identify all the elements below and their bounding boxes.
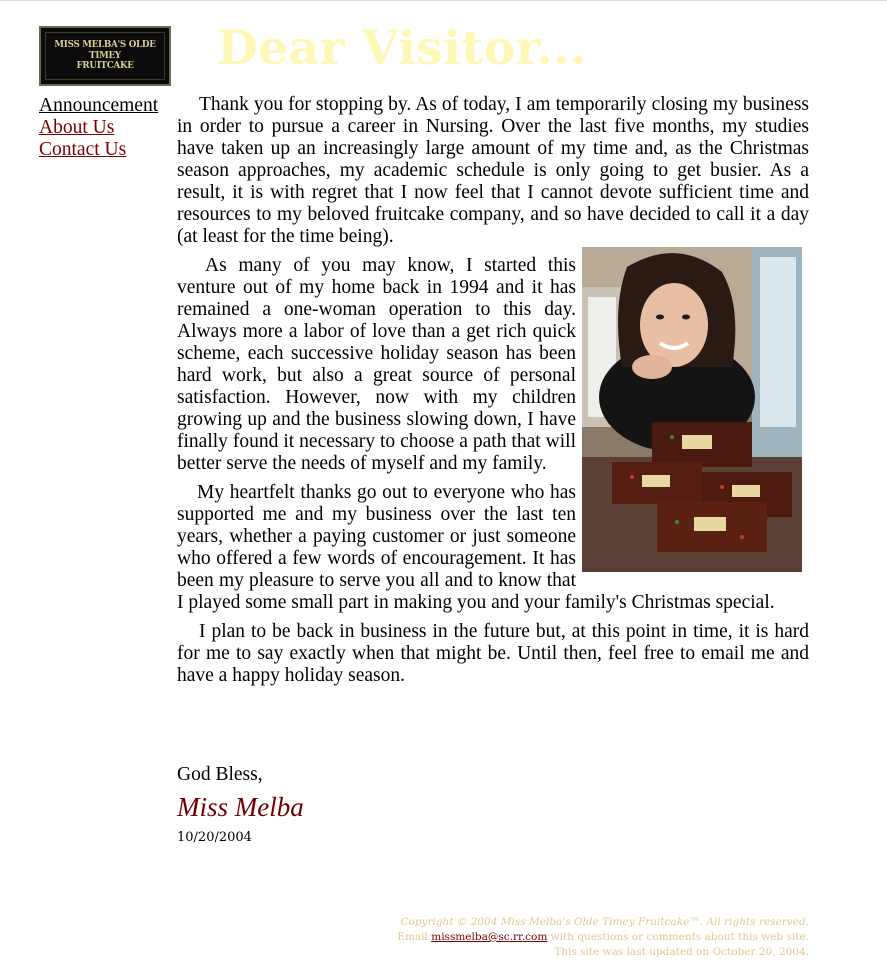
nav-link-announcement[interactable]: Announcement (39, 95, 159, 116)
top-border (0, 0, 887, 1)
logo-text-line2: FRUITCAKE (76, 60, 134, 72)
page-title: Dear Visitor... (217, 21, 588, 76)
nav-link-about-us[interactable]: About Us (39, 117, 115, 138)
site-footer (397, 915, 809, 960)
closing-greeting: God Bless, (177, 764, 263, 785)
paragraph-2 (177, 255, 809, 475)
paragraph-1 (177, 94, 809, 248)
logo-frame (45, 32, 165, 80)
footer-email-link[interactable]: missmelba@sc.rr.com (431, 931, 548, 943)
footer-email-suffix: with questions or comments about this web site. (550, 931, 809, 943)
miss-melba-photo (582, 247, 802, 572)
sidebar-nav (39, 95, 158, 161)
announcement-body (177, 94, 809, 687)
site-logo[interactable] (39, 26, 171, 86)
paragraph-4-text: I plan to be back in business in the future but, at this point in time, it is hard for me to say exactly when that might be. Until then, feel free to email me and have a happy holiday season. (177, 621, 809, 686)
letter-date: 10/20/2004 (177, 830, 252, 845)
last-updated-notice: This site was last updated on October 20, 2004. (554, 946, 809, 958)
footer-email-line (397, 930, 809, 945)
nav-link-contact-us[interactable]: Contact Us (39, 139, 127, 160)
paragraph-2-text: As many of you may know, I started this venture out of my home back in 1994 and it has remained a one-woman operation to this day. Always more a labor of love than a get rich quick scheme, each successive holiday season has been hard work, but also a great source of personal satisfaction. However, now with my children growing up and the business slowing down, I have finally found it necessary to choose a path that will better serve the needs of myself and my family. (177, 255, 576, 474)
footer-email-prefix: Email (397, 931, 428, 943)
paragraph-4 (177, 621, 809, 687)
closing-block (177, 764, 304, 845)
paragraph-3-text: My heartfelt thanks go out to everyone who has supported me and my business over the last ten years, whether a paying customer or just someone who offered a few words of encouragement. It has been my pleasure to serve you all and to know that I played some small part in making you and your family's Christmas special. (177, 482, 775, 613)
paragraph-1-text: Thank you for stopping by. As of today, I am temporarily closing my business in order to pursue a career in Nursing. Over the last five months, my studies have taken up an increasingly large amount of my time and, as the Christmas season approaches, my academic schedule is only going to get busier. As a result, it is with regret that I now feel that I cannot devote sufficient time and resources to my beloved fruitcake company, and so have decided to call it a day (at least for the time being). (177, 94, 809, 247)
logo-text-line1: MISS MELBA'S OLDE TIMEY (54, 39, 156, 61)
signature: Miss Melba (177, 792, 304, 822)
copyright-notice: Copyright © 2004 Miss Melba's Olde Timey Fruitcake™. All rights reserved. (400, 916, 809, 928)
